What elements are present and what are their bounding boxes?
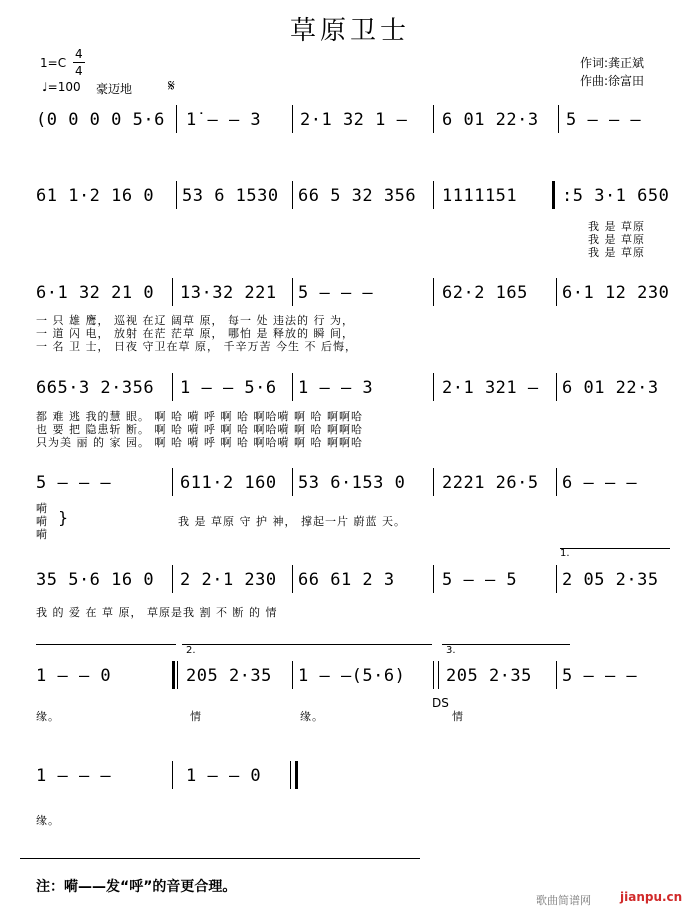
brace: } (58, 508, 70, 527)
time-signature-top: 4 (75, 47, 83, 61)
lyricist-credit: 作词:龚正斌 (580, 56, 645, 70)
measure: 35 5·6 16 0 (36, 570, 155, 590)
measure: 1 — — 0 (36, 666, 112, 686)
measure: 6 — — — (562, 473, 638, 493)
measure: 53 6·153 0 (298, 473, 406, 493)
lyric-line: 嗬 (36, 515, 48, 528)
measure: 13·32 221 (180, 283, 277, 303)
lyric-line: 我 的 爱 在 草 原， 草原是我 割 不 断 的 情 (36, 606, 278, 619)
measure: 2 05 2·35 (562, 570, 659, 590)
lyric-line: 我 是 草原 (588, 233, 645, 246)
measure: 2·1 32 1 — (300, 110, 408, 130)
measure: 1 — — 3 (298, 378, 374, 398)
footnote: 注：嗬——发“呼”的音更合理。 (36, 879, 237, 895)
lyric-line: 只为美 丽 的 家 园。 啊 哈 嗬 呼 啊 哈 啊哈嗬 啊 哈 啊啊哈 (36, 436, 363, 449)
ending-2-label: 2. (186, 645, 196, 656)
lyric-line: 一 只 雄 鹰， 巡视 在辽 阔草 原， 每一 处 违法的 行 为， (36, 314, 354, 327)
measure: 61 1·2 16 0 (36, 186, 155, 206)
tempo-mark: ♩=100 (42, 80, 81, 94)
measure: 62·2 165 (442, 283, 528, 303)
lyric-syllable: 缘。 (36, 814, 60, 827)
segno-sign: 𝄋 (168, 76, 175, 95)
measure: 1 — — — (36, 766, 112, 786)
lyric-line: 也 要 把 隐患斩 断。 啊 哈 嗬 呼 啊 哈 啊哈嗬 啊 哈 啊啊哈 (36, 423, 363, 436)
measure: 66 5 32 356 (298, 186, 417, 206)
measure: 1 — — 5·6 (180, 378, 277, 398)
lyric-syllable: 情 (452, 710, 464, 723)
lyric-line: 我 是 草原 (588, 220, 645, 233)
measure: 6·1 12 230 (562, 283, 670, 303)
expression-mark: 豪迈地 (96, 82, 133, 96)
measure: 665·3 2·356 (36, 378, 155, 398)
measure: 5 — — — (298, 283, 374, 303)
measure: 6·1 32 21 0 (36, 283, 155, 303)
measure: 611·2 160 (180, 473, 277, 493)
lyric-line: 嗬 (36, 528, 48, 541)
composer-credit: 作曲:徐富田 (580, 74, 645, 88)
lyric-syllable: 情 (190, 710, 202, 723)
measure: 5 — — — (566, 110, 642, 130)
measure: 1111151 (442, 186, 518, 206)
key-signature: 1=C (40, 56, 67, 70)
measure: 1̇ — — 3 (186, 110, 262, 130)
dal-segno-mark: DS (432, 696, 449, 710)
measure: 205 2·35 (186, 666, 272, 686)
measure: :5 3·1 650 (562, 186, 670, 206)
measure: 5 — — — (562, 666, 638, 686)
ending-3-label: 3. (446, 645, 456, 656)
measure: 2·1 321 — (442, 378, 539, 398)
measure: (0 0 0 0 5·6 (36, 110, 165, 130)
watermark-text: 歌曲简谱网 (536, 894, 591, 907)
measure: 6 01 22·3 (562, 378, 659, 398)
lyric-line: 一 名 卫 士， 日夜 守卫在草 原， 千辛万苦 今生 不 后悔， (36, 340, 357, 353)
lyric-line: 一 道 闪 电， 放射 在茫 茫草 原， 哪怕 是 释放的 瞬 间， (36, 327, 354, 340)
measure: 2221 26·5 (442, 473, 539, 493)
measure: 1 — — 0 (186, 766, 262, 786)
ending-1-label: 1. (560, 548, 570, 559)
lyric-line: 我 是 草原 (588, 246, 645, 259)
measure: 5 — — — (36, 473, 112, 493)
measure: 53 6 1530 (182, 186, 279, 206)
measure: 2 2·1 230 (180, 570, 277, 590)
lyric-line: 都 难 逃 我的慧 眼。 啊 哈 嗬 呼 啊 哈 啊哈嗬 啊 哈 啊啊哈 (36, 410, 363, 423)
time-signature-bottom: 4 (75, 64, 83, 78)
measure: 6 01 22·3 (442, 110, 539, 130)
lyric-syllable: 缘。 (300, 710, 324, 723)
measure: 1 — —(5·6) (298, 666, 406, 686)
song-title: 草原卫士 (289, 16, 410, 46)
measure: 205 2·35 (446, 666, 532, 686)
lyric-line: 嗬 (36, 502, 48, 515)
measure: 66 61 2 3 (298, 570, 395, 590)
watermark-url: jianpu.cn (620, 890, 683, 904)
lyric-syllable: 缘。 (36, 710, 60, 723)
measure: 5 — — 5 (442, 570, 518, 590)
lyric-line: 我 是 草原 守 护 神， 撑起一片 蔚蓝 天。 (178, 515, 406, 528)
